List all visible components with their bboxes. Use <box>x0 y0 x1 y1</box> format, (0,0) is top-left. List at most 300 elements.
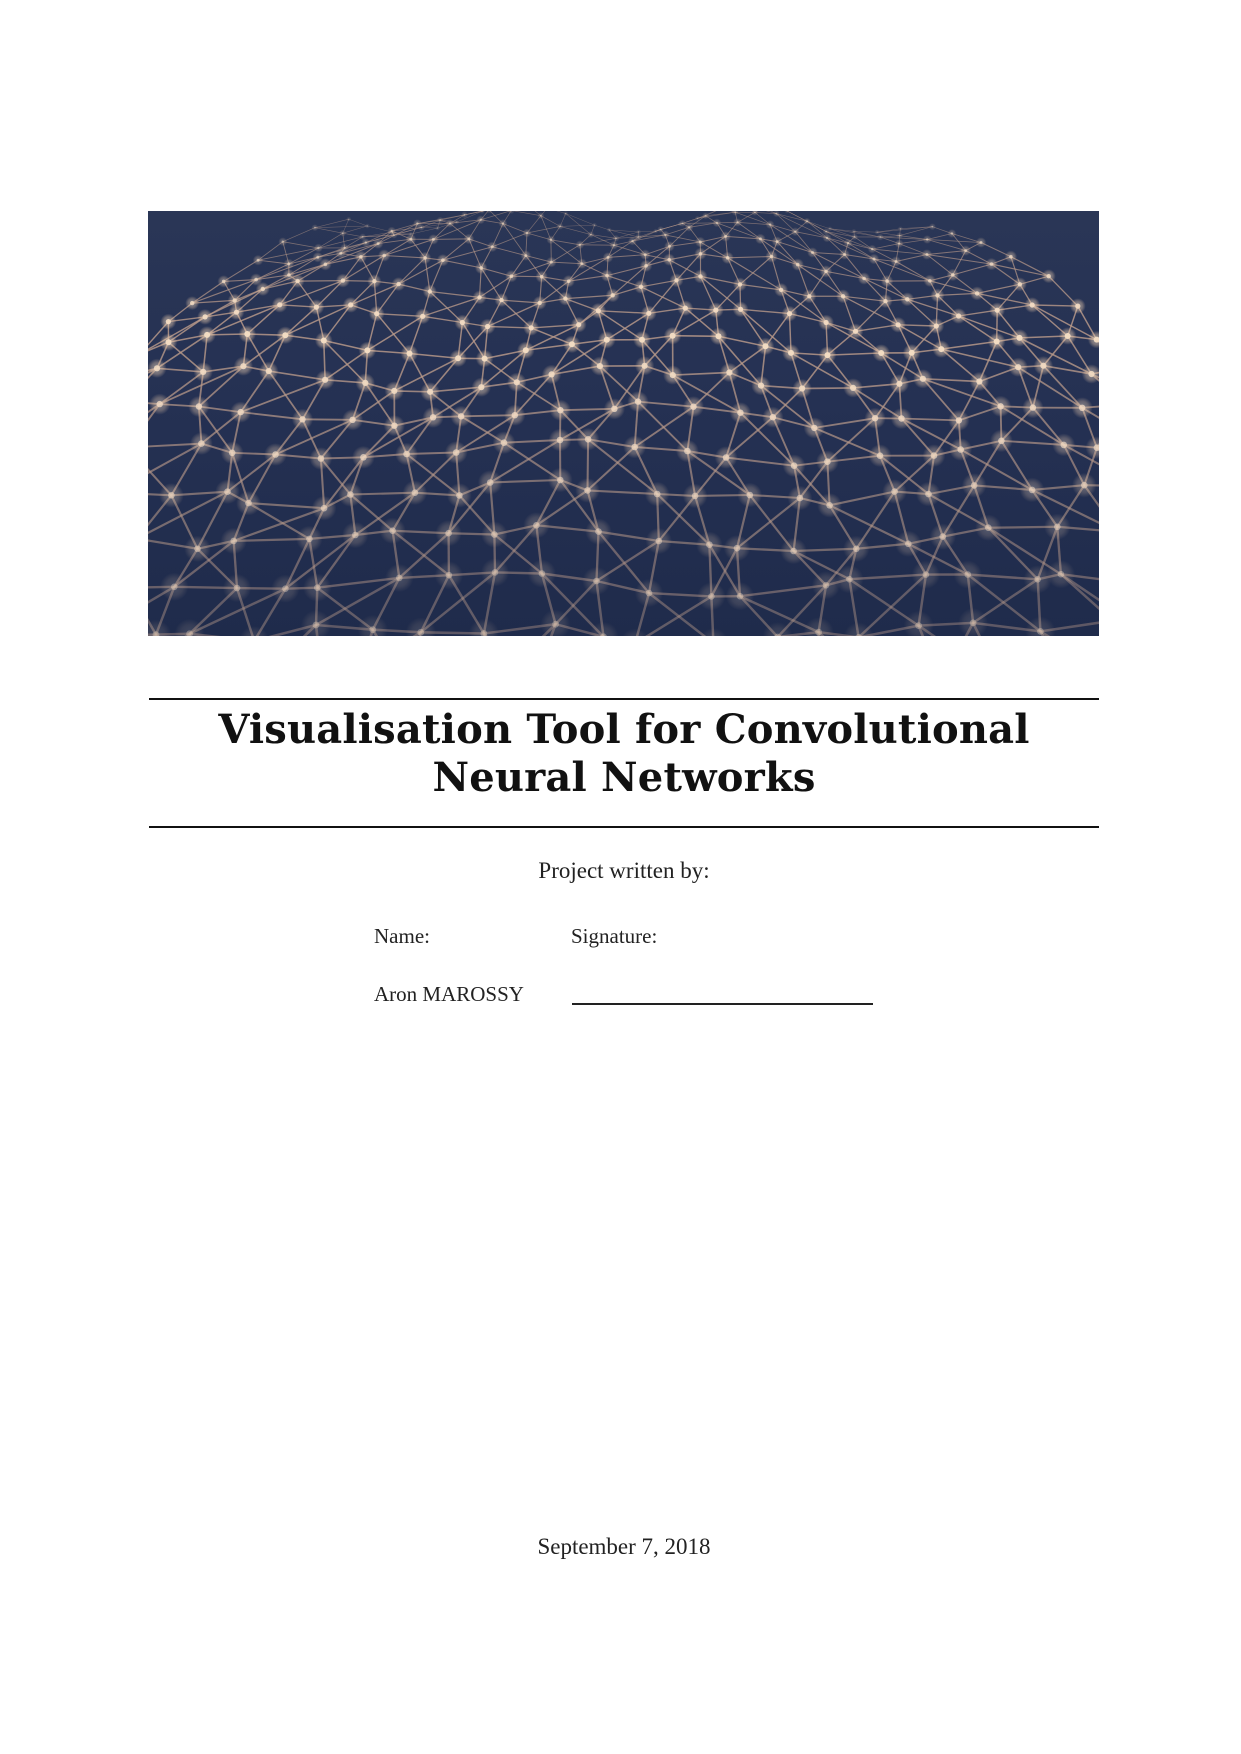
mesh-node <box>670 333 676 339</box>
mesh-node <box>396 575 403 582</box>
mesh-node <box>321 338 327 344</box>
mesh-node <box>604 337 610 343</box>
name-column-header: Name: <box>374 924 430 948</box>
mesh-node <box>925 491 932 498</box>
mesh-node <box>656 538 663 545</box>
mesh-node <box>439 219 441 221</box>
author-name: Aron MAROSSY <box>374 982 524 1006</box>
mesh-node <box>932 226 934 228</box>
mesh-node <box>970 620 977 627</box>
mesh-node <box>896 322 901 327</box>
mesh-node <box>594 225 595 226</box>
mesh-node <box>723 454 730 461</box>
mesh-node <box>928 279 932 283</box>
mesh-node <box>639 337 645 343</box>
mesh-node <box>826 237 828 239</box>
mesh-node <box>853 231 854 232</box>
mesh-node <box>862 277 866 281</box>
mesh-node <box>233 298 237 302</box>
mesh-node <box>915 622 922 629</box>
mesh-node <box>934 323 939 328</box>
mesh-node <box>758 383 764 389</box>
mesh-node <box>234 585 241 592</box>
mesh-node <box>990 262 994 266</box>
mesh-node <box>736 221 738 223</box>
mesh-node <box>322 377 328 383</box>
mesh-node <box>423 256 427 260</box>
mesh-node <box>646 590 653 597</box>
mesh-node <box>449 222 451 224</box>
mesh-node <box>1075 304 1080 309</box>
mesh-node <box>194 546 201 553</box>
mesh-node <box>204 332 210 338</box>
mesh-node <box>295 279 299 283</box>
mesh-node <box>734 211 736 213</box>
mesh-node <box>776 240 779 243</box>
mesh-node <box>797 495 804 502</box>
mesh-node <box>391 388 397 394</box>
mesh-node <box>770 414 776 420</box>
mesh-node <box>976 378 982 384</box>
mesh-node <box>609 229 610 230</box>
mesh-node <box>348 219 349 220</box>
mesh-node <box>699 241 702 244</box>
mesh-node <box>478 384 484 390</box>
mesh-node <box>229 450 236 457</box>
mesh-node <box>938 346 944 352</box>
mesh-node <box>846 576 853 583</box>
mesh-node <box>372 279 376 283</box>
mesh-node <box>811 251 814 254</box>
mesh-node <box>430 414 436 420</box>
mesh-node <box>796 263 800 267</box>
mesh-node <box>823 582 830 589</box>
mesh-node <box>552 621 559 628</box>
signature-line <box>572 1003 873 1005</box>
mesh-node <box>510 274 514 278</box>
mesh-node <box>607 256 610 259</box>
mesh-node <box>905 297 909 301</box>
mesh-node <box>638 236 640 238</box>
mesh-node <box>1054 524 1061 531</box>
mesh-node <box>362 380 368 386</box>
mesh-node <box>639 285 643 289</box>
mesh-node <box>565 213 566 214</box>
mesh-node <box>1058 571 1065 578</box>
mesh-node <box>314 227 316 229</box>
mesh-node <box>923 571 930 578</box>
mesh-node <box>807 294 811 298</box>
mesh-node <box>190 301 194 305</box>
mesh-node <box>238 409 244 415</box>
mesh-node <box>1030 404 1036 410</box>
mesh-node <box>879 236 881 238</box>
mesh-node <box>826 502 833 509</box>
mesh-node <box>682 223 684 225</box>
mesh-node <box>499 298 503 302</box>
mesh-node <box>299 416 305 422</box>
mesh-node <box>480 219 482 221</box>
mesh-node <box>196 403 202 409</box>
mesh-node <box>596 308 601 313</box>
mesh-node <box>261 287 265 291</box>
mesh-node <box>198 440 205 447</box>
mesh-node <box>847 242 849 244</box>
mesh-node <box>557 407 563 413</box>
mesh-node <box>306 536 313 543</box>
mesh-node <box>282 585 289 592</box>
mesh-node <box>428 289 432 293</box>
mesh-node <box>234 310 239 315</box>
mesh-node <box>759 237 762 240</box>
mesh-node <box>529 325 534 330</box>
mesh-node <box>359 255 363 259</box>
mesh-node <box>374 311 379 316</box>
mesh-node <box>362 236 364 238</box>
mesh-node <box>841 294 845 298</box>
mesh-node <box>492 569 499 576</box>
mesh-node <box>157 401 163 407</box>
mesh-node <box>349 417 355 423</box>
mesh-node <box>873 258 876 261</box>
mesh-node <box>166 319 171 324</box>
mesh-node <box>825 352 831 358</box>
mesh-node <box>367 225 368 226</box>
author-intro: Project written by: <box>538 858 710 883</box>
mesh-node <box>477 295 481 299</box>
mesh-edge <box>433 239 469 240</box>
mesh-node <box>829 228 830 229</box>
mesh-node <box>382 254 386 258</box>
mesh-node <box>655 231 656 232</box>
mesh-node <box>763 343 769 349</box>
mesh-node <box>391 423 397 429</box>
mesh-node <box>754 212 756 214</box>
mesh-node <box>590 234 592 236</box>
mesh-node <box>726 369 732 375</box>
mesh-node <box>576 322 581 327</box>
mesh-node <box>611 293 615 297</box>
mesh-node <box>579 244 581 246</box>
mesh-node <box>1088 371 1094 377</box>
mesh-node <box>526 232 528 234</box>
mesh-node <box>738 307 743 312</box>
mesh-node <box>230 538 237 545</box>
mesh-node <box>324 263 328 267</box>
mesh-node <box>898 242 900 244</box>
mesh-node <box>794 231 796 233</box>
mesh-node <box>654 491 661 498</box>
mesh-node <box>899 235 901 237</box>
mesh-node <box>446 572 453 579</box>
mesh-node <box>824 270 828 274</box>
mesh-node <box>441 258 445 262</box>
mesh-node <box>168 492 175 499</box>
mesh-node <box>638 231 639 232</box>
mesh-node <box>456 492 463 499</box>
mesh-node <box>697 218 698 219</box>
mesh-node <box>360 454 367 461</box>
mesh-node <box>389 527 396 534</box>
mesh-node <box>203 314 208 319</box>
mesh-node <box>254 278 258 282</box>
mesh-node <box>615 237 617 239</box>
mesh-node <box>684 448 691 455</box>
mesh-node <box>985 524 992 531</box>
mesh-node <box>427 389 433 395</box>
mesh-node <box>769 223 771 225</box>
mesh-node <box>843 253 846 256</box>
mesh-node <box>321 505 328 512</box>
mesh-node <box>699 252 703 256</box>
mesh-node <box>432 238 435 241</box>
mesh-node <box>997 403 1003 409</box>
mesh-node <box>456 221 457 222</box>
mesh-node <box>956 417 962 423</box>
mesh-node <box>549 371 555 377</box>
title-top-rule <box>149 698 1099 700</box>
mesh-node <box>815 629 822 636</box>
mesh-node <box>1029 487 1036 494</box>
mesh-node <box>779 288 783 292</box>
mesh-node <box>455 355 461 361</box>
mesh-node <box>567 279 571 283</box>
mesh-node <box>776 213 778 215</box>
mesh-node <box>584 487 591 494</box>
mesh-node <box>1061 442 1068 449</box>
mesh-node <box>539 570 546 577</box>
mesh-node <box>313 622 320 629</box>
mesh-node <box>770 255 774 259</box>
mesh-node <box>935 293 939 297</box>
mesh-node <box>605 274 609 278</box>
mesh-node <box>824 458 831 465</box>
mesh-node <box>1081 482 1088 489</box>
mesh-node <box>557 437 564 444</box>
mesh-node <box>501 439 508 446</box>
mesh-node <box>668 245 671 248</box>
mesh-node <box>877 452 884 459</box>
mesh-node <box>317 247 319 249</box>
mesh-node <box>502 222 504 224</box>
mesh-node <box>891 488 898 495</box>
mesh-node <box>458 413 464 419</box>
mesh-node <box>738 282 742 286</box>
mesh-node <box>957 446 964 453</box>
mesh-node <box>369 626 376 633</box>
mesh-node <box>240 363 246 369</box>
mesh-node <box>900 228 901 229</box>
mesh-node <box>631 444 638 451</box>
mesh-node <box>853 329 858 334</box>
mesh-node <box>453 449 460 456</box>
mesh-node <box>644 253 647 256</box>
mesh-node <box>1018 282 1022 286</box>
mesh-node <box>878 350 884 356</box>
mesh-node <box>660 229 662 231</box>
mesh-node <box>540 275 544 279</box>
mesh-node <box>898 415 904 421</box>
mesh-node <box>580 262 583 265</box>
mesh-node <box>1009 255 1013 259</box>
mesh-node <box>266 368 272 374</box>
mesh-node <box>706 541 713 548</box>
mesh-node <box>1034 576 1041 583</box>
mesh-node <box>667 258 671 262</box>
mesh-node <box>224 488 231 495</box>
mesh-node <box>1040 363 1046 369</box>
mesh-node <box>339 252 342 255</box>
mesh-node <box>318 455 325 462</box>
mesh-node <box>416 222 418 224</box>
mesh-node <box>705 215 707 217</box>
mesh-node <box>352 532 359 539</box>
mesh-node <box>690 404 696 410</box>
mesh-node <box>485 324 490 329</box>
mesh-node <box>377 242 380 245</box>
mesh-node <box>491 531 498 538</box>
mesh-node <box>166 339 172 345</box>
mesh-node <box>971 482 978 489</box>
mesh-node <box>737 593 744 600</box>
mesh-node <box>287 262 290 265</box>
mesh-node <box>877 232 878 233</box>
mesh-node <box>550 239 552 241</box>
mesh-node <box>951 273 955 277</box>
mesh-node <box>925 253 928 256</box>
mesh-node <box>557 477 564 484</box>
mesh-node <box>824 320 829 325</box>
document-date: September 7, 2018 <box>537 1534 711 1559</box>
mesh-node <box>550 261 553 264</box>
mesh-node <box>417 629 424 636</box>
mesh-node <box>896 381 902 387</box>
mesh-node <box>342 232 344 234</box>
mesh-node <box>994 339 1000 345</box>
mesh-node <box>642 363 648 369</box>
mesh-node <box>563 296 567 300</box>
mesh-node <box>347 491 354 498</box>
mesh-node <box>533 522 540 529</box>
mesh-node <box>171 584 178 591</box>
mesh-node <box>244 331 250 337</box>
mesh-node <box>524 254 527 257</box>
mesh-graphic <box>148 211 1099 636</box>
mesh-node <box>644 264 648 268</box>
document-title: Visualisation Tool for Convolutional Neural Networks <box>218 706 1030 801</box>
mesh-node <box>975 291 979 295</box>
mesh-node <box>391 230 393 232</box>
mesh-node <box>683 306 688 311</box>
mesh-node <box>341 278 345 282</box>
mesh-node <box>467 237 470 240</box>
mesh-node <box>1065 333 1071 339</box>
mesh-node <box>512 412 518 418</box>
mesh-node <box>698 274 702 278</box>
mesh-node <box>282 332 288 338</box>
mesh-node <box>956 313 961 318</box>
mesh-node <box>635 398 641 404</box>
mesh-node <box>825 231 827 233</box>
mesh-node <box>407 351 413 357</box>
mesh-node <box>692 493 699 500</box>
mesh-node <box>674 278 678 282</box>
mesh-node <box>788 350 794 356</box>
mesh-node <box>905 541 912 548</box>
mesh-node <box>491 245 494 248</box>
mesh-node <box>409 238 412 241</box>
mesh-node <box>420 314 425 319</box>
mesh-node <box>670 372 676 378</box>
mesh-node <box>1030 302 1035 307</box>
mesh-node <box>200 369 206 375</box>
mesh-node <box>282 241 284 243</box>
mesh-node <box>585 436 592 443</box>
mesh-node <box>540 215 542 217</box>
mesh-node <box>316 256 319 259</box>
mesh-node <box>716 222 718 224</box>
mesh-node <box>364 347 370 353</box>
mesh-node <box>885 279 889 283</box>
mesh-node <box>1079 405 1085 411</box>
mesh-node <box>245 500 252 507</box>
neural-network-mesh-image <box>148 211 1099 636</box>
mesh-node <box>995 308 1000 313</box>
mesh-node <box>597 363 603 369</box>
mesh-node <box>464 214 466 216</box>
mesh-node <box>421 227 423 229</box>
mesh-node <box>799 385 805 391</box>
mesh-node <box>287 273 291 277</box>
mesh-node <box>487 479 494 486</box>
mesh-node <box>1047 274 1051 278</box>
mesh-node <box>872 415 878 421</box>
mesh-node <box>154 365 160 371</box>
mesh-node <box>708 593 715 600</box>
mesh-node <box>343 247 345 249</box>
title-bottom-rule <box>149 826 1099 828</box>
mesh-node <box>737 410 743 416</box>
mesh-node <box>314 305 319 310</box>
mesh-node <box>559 226 561 228</box>
mesh-node <box>412 489 419 496</box>
mesh-node <box>940 533 947 540</box>
mesh-node <box>854 236 856 238</box>
mesh-node <box>257 259 260 262</box>
mesh-node <box>931 452 938 459</box>
mesh-node <box>871 248 873 250</box>
mesh-node <box>272 451 279 458</box>
mesh-node <box>726 256 730 260</box>
mesh-node <box>479 266 483 270</box>
mesh-node <box>806 220 808 222</box>
mesh-node <box>403 451 410 458</box>
mesh-node <box>926 238 928 240</box>
mesh-node <box>724 235 727 238</box>
mesh-node <box>787 311 792 316</box>
mesh-node <box>883 299 887 303</box>
mesh-node <box>850 385 856 391</box>
mesh-node <box>1017 335 1023 341</box>
mesh-node <box>791 462 798 469</box>
mesh-node <box>348 302 353 307</box>
mesh-node <box>965 571 972 578</box>
mesh-node <box>222 280 226 284</box>
mesh-node <box>646 311 651 316</box>
mesh-node <box>790 548 797 555</box>
mesh-node <box>538 301 542 305</box>
mesh-node <box>951 232 953 234</box>
